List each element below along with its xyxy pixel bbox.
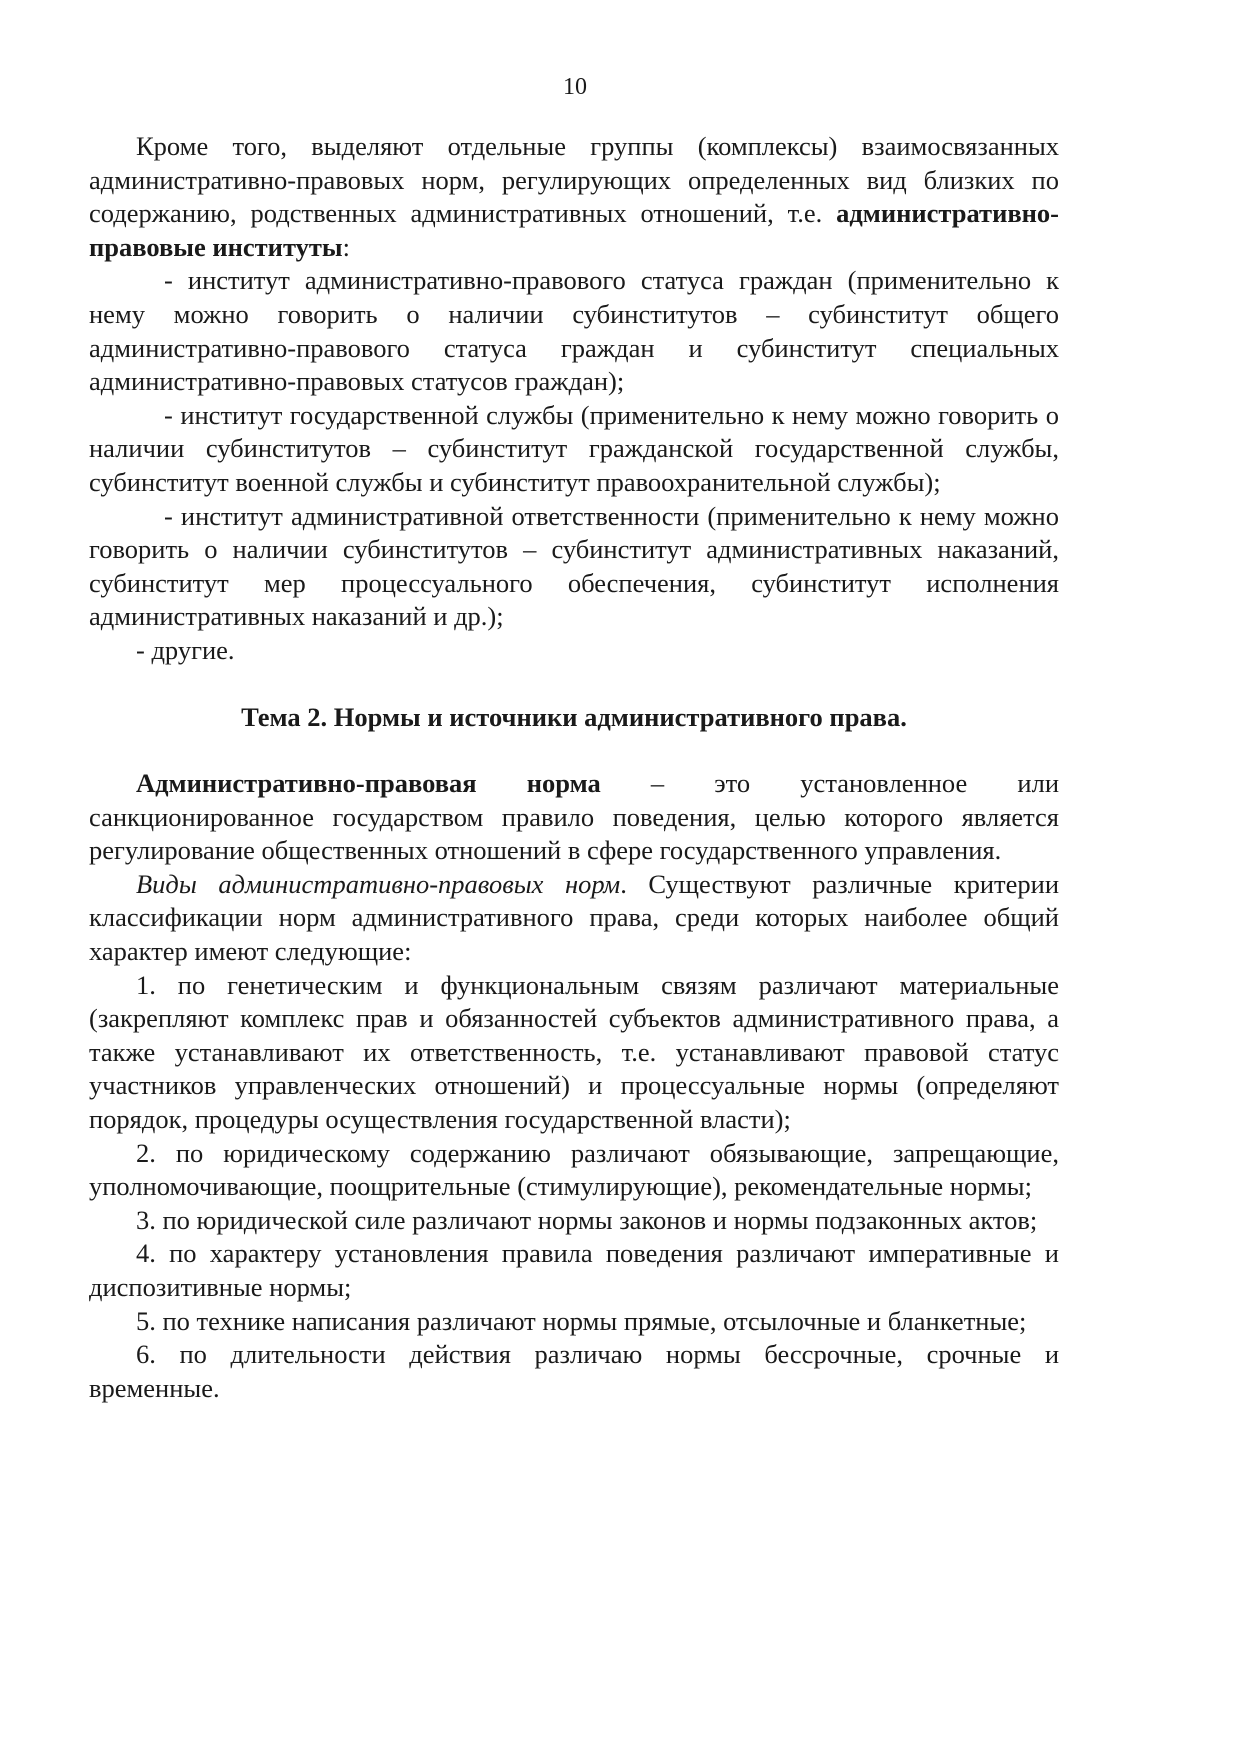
- page-number: 10: [563, 74, 587, 100]
- classification-item-2: 2. по юридическому содержанию различают обязывающие, запрещающие, уполномочивающие, поощрительные (стимулирующие), рекомендательные нормы;: [89, 1137, 1059, 1202]
- list-item-responsibility-institute: - институт административной ответственности (применительно к нему можно говорить о наличии субинститутов – субинститут административных наказаний, субинститут мер процессуального обеспечения, субинститут исполнения административных наказаний и др.);: [89, 500, 1059, 632]
- classification-item-6: 6. по длительности действия различаю нормы бессрочные, срочные и временные.: [89, 1339, 1059, 1403]
- section-heading: Тема 2. Нормы и источники административного права.: [241, 701, 907, 732]
- classification-item-4: 4. по характеру установления правила поведения различают императивные и диспозитивные нормы;: [89, 1238, 1059, 1302]
- definition-paragraph: [89, 767, 1059, 868]
- institutes-term: административно-правовые институты: [89, 198, 1059, 262]
- classification-item-1: 1. по генетическим и функциональным связям различают материальные (закрепляют комплекс прав и обязанностей субъектов административного права, а также устанавливают их ответственность, т.е. устанавливают правовой статус участников управленческих отношений) и процессуальные нормы (определяют порядок, процедуры осуществления государственной власти);: [89, 969, 1059, 1135]
- page-body: [89, 130, 1059, 1405]
- types-text: . Существуют различные критерии классификации норм административного права, среди которых наиболее общий характер имеют следующие:: [89, 868, 1059, 967]
- definition-term: Административно-правовая норма: [136, 768, 601, 799]
- classification-item-3: 3. по юридической силе различают нормы законов и нормы подзаконных актов;: [136, 1204, 1038, 1235]
- intro-end: :: [342, 231, 350, 262]
- types-paragraph: [89, 868, 1059, 969]
- list-item-service-institute: - институт государственной службы (применительно к нему можно говорить о наличии субинститутов – субинститут гражданской государственной службы, субинститут военной службы и субинститут правоохранительной службы);: [89, 399, 1059, 497]
- definition-text: – это установленное или санкционированное государством правило поведения, целью которого является регулирование общественных отношений в сфере государственного управления.: [89, 768, 1060, 866]
- list-item-status-institute: - институт административно-правового статуса граждан (применительно к нему можно говорить о наличии субинститутов – субинститут общего административно-правового статуса граждан и субинститут специальных административно-правовых статусов граждан);: [89, 265, 1059, 397]
- classification-item-5: 5. по технике написания различают нормы прямые, отсылочные и бланкетные;: [136, 1305, 1027, 1336]
- intro-text: Кроме того, выделяют отдельные группы (комплексы) взаимосвязанных административно-правовых норм, регулирующих определенных вид близких по содержанию, родственных административных отношений, т.е.: [89, 131, 1059, 229]
- list-item-other: - другие.: [136, 634, 235, 665]
- intro-paragraph: [89, 130, 1059, 264]
- types-term: Виды административно-правовых норм: [136, 868, 621, 899]
